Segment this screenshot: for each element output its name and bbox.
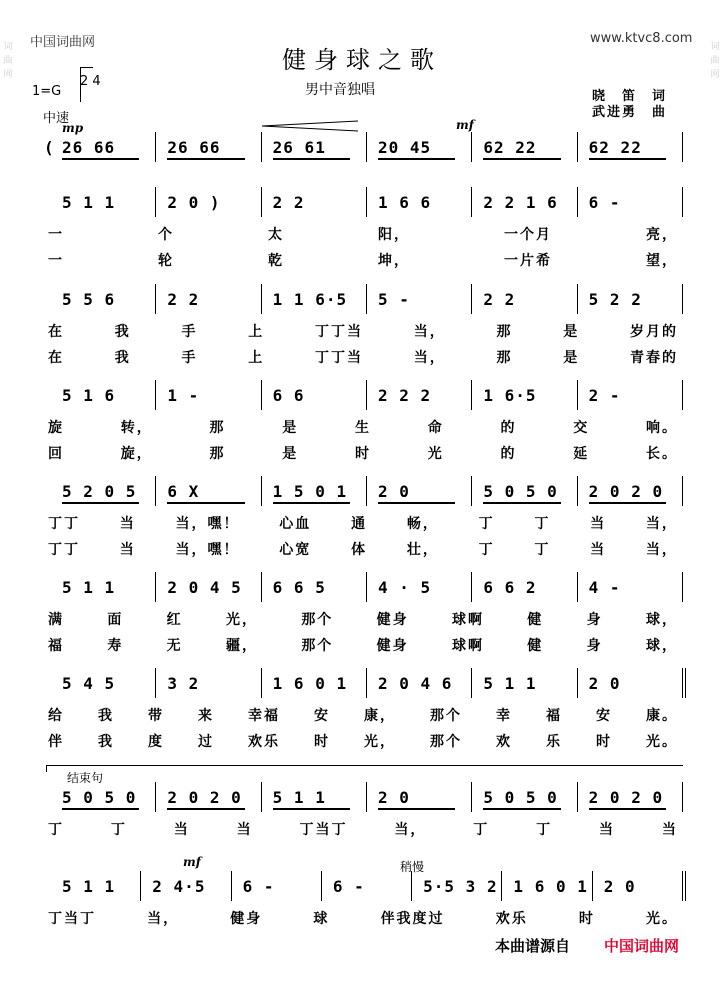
bar-line-end: [682, 871, 686, 901]
lyric-word: 手: [181, 350, 198, 366]
lyric-word: 康。: [646, 708, 678, 724]
measure-notes: 2 2: [272, 193, 305, 212]
beam: [62, 808, 139, 810]
bar-line: [366, 187, 367, 217]
dynamic-mf-intro: mf: [456, 118, 474, 132]
bar-line: [366, 782, 367, 812]
lyric-word: 给: [48, 708, 64, 724]
lyric-word: 当: [599, 822, 615, 838]
lyric-word: 上: [248, 350, 265, 366]
beam: [589, 502, 666, 504]
lyric-word: 一片希: [504, 253, 552, 269]
beam: [483, 502, 560, 504]
measure-notes: 5 1 1: [62, 193, 116, 212]
lyric-word: 那: [496, 324, 513, 340]
measure-notes: 1 6 0 1: [513, 877, 588, 896]
bar-line: [366, 476, 367, 506]
bar-line: [155, 668, 156, 698]
measure-notes: 6 -: [588, 193, 621, 212]
beam: [589, 158, 666, 160]
bar-line: [261, 572, 262, 602]
lyric-word: 伴我度过: [380, 911, 445, 927]
lyric-word: 那: [209, 446, 226, 462]
bar-line-end: [682, 187, 683, 217]
lyric-word: 丁: [534, 542, 551, 558]
lyric-word: 丁: [478, 516, 495, 532]
measure-notes: 62 22: [588, 138, 642, 157]
source-site-link[interactable]: 中国词曲网: [604, 937, 680, 955]
measure-notes: 1 6 6: [378, 193, 432, 212]
bar-line: [577, 572, 578, 602]
measure-notes: 6 -: [332, 877, 365, 896]
lyric-word: 丁: [110, 822, 127, 838]
lyric-word: 丁丁当: [315, 324, 363, 340]
lyric-word: 太: [268, 227, 284, 243]
bar-line: [261, 476, 262, 506]
bar-line: [366, 380, 367, 410]
measure-notes: 5 2 0 5: [62, 482, 137, 501]
lyric-word: 是: [563, 350, 580, 366]
lyric-word: 长。: [646, 446, 678, 462]
bar-line: [261, 284, 262, 314]
lyric-word: 满: [48, 612, 64, 628]
lyric-word: 丁: [48, 822, 64, 838]
bar-line: [155, 187, 156, 217]
lyric-word: 球，: [645, 638, 678, 654]
measure-notes: 6 6 5: [272, 578, 326, 597]
lyric-word: 健身: [376, 612, 409, 628]
measure-notes: 2 -: [588, 386, 621, 405]
lyric-word: 丁丁: [48, 542, 80, 558]
lyric-word: 青春的: [630, 350, 678, 366]
lyric-word: 光，: [364, 734, 396, 750]
lyric-line: [48, 513, 678, 533]
composer-credit: 武进勇 曲: [592, 105, 668, 120]
lyric-word: 轮: [158, 253, 174, 269]
measure-notes: 5 1 1: [272, 788, 326, 807]
measure-notes: 2 2: [167, 290, 200, 309]
lyric-line: [48, 539, 678, 559]
lyric-word: 生: [355, 420, 371, 436]
lyric-word: 时: [596, 734, 612, 750]
lyric-line: [48, 417, 678, 437]
measure-notes: 1 6 0 1: [272, 674, 348, 693]
measure-notes: 1 5 0 1: [272, 482, 348, 501]
lyric-word: 响。: [646, 420, 678, 436]
lyric-word: 当: [590, 516, 607, 532]
lyric-word: 光。: [646, 734, 678, 750]
measure-notes: 5·5 3 2: [423, 877, 498, 896]
lyric-line: [48, 321, 678, 341]
measure-notes: 5 0 5 0: [62, 788, 137, 807]
lyric-line: [48, 731, 678, 751]
lyric-word: 上: [248, 324, 265, 340]
measure-notes: 1 -: [167, 386, 200, 405]
crescendo-hairpin: [262, 120, 362, 132]
measure-notes: 62 22: [483, 138, 537, 157]
beam: [378, 502, 455, 504]
bar-line-end: [682, 476, 683, 506]
lyric-line: [48, 347, 678, 367]
tempo-marking: 中速: [43, 111, 70, 126]
lyric-line: [48, 250, 678, 270]
bar-line: [366, 132, 367, 162]
song-title: 健身球之歌: [282, 46, 442, 74]
measure-notes: 2 2 1 6: [483, 193, 558, 212]
lyric-word: 当，: [147, 911, 180, 927]
lyric-word: 当: [173, 822, 190, 838]
lyric-word: 球啊: [451, 612, 484, 628]
lyric-word: 丁: [473, 822, 490, 838]
bar-line: [471, 187, 472, 217]
bar-line: [501, 871, 502, 901]
lyric-line: [48, 224, 678, 244]
lyric-word: 亮，: [646, 227, 678, 243]
lyric-word: 度: [148, 734, 164, 750]
bar-line: [471, 572, 472, 602]
lyric-word: 回: [48, 446, 64, 462]
lyric-word: 当，嘿！: [175, 542, 240, 558]
ending-label: 结束句: [67, 771, 104, 785]
lyric-line: [48, 635, 678, 655]
slower-label: 稍慢: [400, 860, 425, 874]
lyric-word: 体: [351, 542, 368, 558]
measure-notes: 5 1 1: [483, 674, 537, 693]
bar-line: [366, 284, 367, 314]
measure-notes: 6 6 2: [483, 578, 537, 597]
bar-line: [577, 476, 578, 506]
measure-notes: 5 5 6: [62, 290, 116, 309]
bar-line-end: [682, 668, 686, 698]
lyric-word: 当，: [394, 822, 427, 838]
lyric-word: 那个: [430, 708, 462, 724]
measure-notes: 4 -: [588, 578, 621, 597]
site-url[interactable]: www.ktvc8.com: [590, 31, 693, 46]
lyric-word: 在: [48, 324, 64, 340]
bar-line: [155, 284, 156, 314]
beam: [167, 502, 244, 504]
beam: [378, 158, 455, 160]
measure-notes: 5 0 5 0: [483, 788, 558, 807]
lyric-word: 时: [355, 446, 371, 462]
lyric-word: 幸福: [248, 708, 280, 724]
bar-line: [261, 132, 262, 162]
beam: [273, 158, 350, 160]
lyric-word: 时: [314, 734, 330, 750]
bar-line: [471, 132, 472, 162]
dynamic-mf-ending: mf: [183, 855, 201, 869]
measure-notes: 5 1 1: [62, 877, 116, 896]
bar-line: [261, 668, 262, 698]
bar-line: [155, 476, 156, 506]
lyric-word: 健身: [230, 911, 263, 927]
bar-line: [231, 871, 232, 901]
bar-line: [471, 668, 472, 698]
lyric-word: 岁月的: [630, 324, 678, 340]
lyric-word: 当，嘿！: [175, 516, 240, 532]
lyric-word: 当，: [645, 542, 678, 558]
measure-notes: 6 6: [272, 386, 305, 405]
measure-notes: 2 0 2 0: [167, 788, 242, 807]
watermark-right: 词曲网: [710, 42, 720, 80]
lyric-word: 当: [119, 516, 136, 532]
lyric-line: [48, 908, 678, 928]
beam: [167, 808, 244, 810]
bar-line: [261, 187, 262, 217]
lyric-word: 欢: [496, 734, 512, 750]
lyric-line: [48, 609, 678, 629]
bar-line: [366, 668, 367, 698]
bar-line-end: [682, 782, 683, 812]
lyric-word: 是: [282, 446, 299, 462]
lyric-word: 的: [500, 420, 517, 436]
lyric-word: 健: [527, 612, 544, 628]
bar-line: [577, 782, 578, 812]
measure-notes: 4 · 5: [378, 578, 432, 597]
lyric-word: 欢乐: [248, 734, 280, 750]
lyric-word: 通: [351, 516, 368, 532]
measure-notes: 2 0: [603, 877, 636, 896]
beam: [62, 502, 139, 504]
lyric-word: 那: [209, 420, 226, 436]
time-top: 2: [80, 74, 89, 89]
lyric-word: 当: [119, 542, 136, 558]
lyric-word: 福: [546, 708, 562, 724]
lyric-word: 那: [496, 350, 513, 366]
lyric-word: 的: [500, 446, 517, 462]
lyric-word: 球: [313, 911, 330, 927]
lyric-word: 我: [98, 734, 114, 750]
lyric-word: 心宽: [279, 542, 312, 558]
lyric-word: 在: [48, 350, 64, 366]
bar-line: [140, 871, 141, 901]
measure-notes: 5 1 1: [62, 578, 116, 597]
bar-line: [155, 380, 156, 410]
measure-notes: 2 0 ): [167, 193, 221, 212]
lyric-word: 当: [236, 822, 253, 838]
source-label: 本曲谱源自: [495, 937, 571, 955]
bar-line: [577, 380, 578, 410]
lyric-word: 命: [427, 420, 444, 436]
lyric-word: 那个: [301, 638, 334, 654]
lyric-line: [48, 443, 678, 463]
dynamic-mp: mp: [62, 121, 84, 135]
lyric-word: 面: [107, 612, 124, 628]
key-signature: 1=G: [32, 84, 62, 99]
measure-notes: 5 -: [378, 290, 410, 309]
measure-notes: 2 0: [378, 788, 410, 807]
lyric-word: 交: [573, 420, 590, 436]
lyric-word: 畅，: [406, 516, 439, 532]
bar-line-end: [682, 380, 683, 410]
lyric-word: 寿: [107, 638, 124, 654]
lyric-word: 安: [596, 708, 612, 724]
beam: [483, 158, 560, 160]
lyric-word: 健身: [376, 638, 409, 654]
lyric-word: 一: [48, 253, 64, 269]
lyric-word: 丁丁当: [315, 350, 363, 366]
lyric-word: 是: [282, 420, 299, 436]
lyric-word: 当: [590, 542, 607, 558]
beam: [167, 158, 244, 160]
lyric-word: 那个: [301, 612, 334, 628]
measure-notes: 2 0 4 5: [167, 578, 242, 597]
lyric-word: 无: [166, 638, 183, 654]
lyric-word: 带: [148, 708, 164, 724]
bar-line-end: [682, 284, 683, 314]
site-name-left[interactable]: 中国词曲网: [30, 35, 96, 50]
beam: [62, 158, 139, 160]
time-bottom: 4: [92, 74, 101, 89]
lyric-word: 望，: [646, 253, 678, 269]
bar-line: [366, 572, 367, 602]
lyric-word: 福: [48, 638, 64, 654]
measure-notes: 26 66: [62, 138, 116, 157]
measure-notes: 1 1 6·5: [272, 290, 348, 309]
measure-notes: 2 0 4 6: [378, 674, 453, 693]
lyric-word: 心血: [279, 516, 312, 532]
bar-line-end: [682, 132, 683, 162]
bar-line-end: [682, 572, 683, 602]
lyric-word: 身: [586, 638, 603, 654]
bar-line: [592, 871, 593, 901]
measure-notes: 26 66: [167, 138, 221, 157]
lyric-word: 伴: [48, 734, 64, 750]
lyric-word: 球啊: [451, 638, 484, 654]
bar-line: [577, 132, 578, 162]
lyric-word: 旋，: [120, 446, 153, 462]
lyric-word: 欢乐: [495, 911, 528, 927]
bar-line: [577, 187, 578, 217]
lyric-word: 旋: [48, 420, 64, 436]
lyric-word: 我: [98, 708, 114, 724]
lyric-word: 当，: [645, 516, 678, 532]
lyric-word: 来: [198, 708, 214, 724]
lyric-word: 光，: [225, 612, 258, 628]
bar-line: [321, 871, 322, 901]
measure-notes: 2 0: [588, 674, 621, 693]
bar-line: [471, 380, 472, 410]
lyric-word: 壮，: [406, 542, 439, 558]
lyric-word: 时: [578, 911, 595, 927]
lyric-word: 丁当丁: [299, 822, 348, 838]
bar-line: [471, 284, 472, 314]
lyric-word: 乐: [546, 734, 562, 750]
lyric-word: 个: [158, 227, 174, 243]
bar-line: [577, 284, 578, 314]
lyric-word: 阳，: [378, 227, 410, 243]
bar-line: [155, 782, 156, 812]
lyric-word: 丁: [536, 822, 553, 838]
lyric-word: 我: [114, 324, 131, 340]
measure-notes: 2 4·5: [152, 877, 206, 896]
lyric-word: 延: [573, 446, 590, 462]
lyric-word: 当，: [413, 350, 446, 366]
lyric-word: 幸: [496, 708, 512, 724]
lyric-word: 我: [114, 350, 131, 366]
song-subtitle: 男中音独唱: [305, 82, 375, 98]
lyricist-credit: 晓 笛 词: [592, 89, 668, 104]
lyric-word: 过: [198, 734, 214, 750]
measure-notes: 6 -: [242, 877, 275, 896]
bar-line: [411, 871, 412, 901]
measure-notes: 2 0: [378, 482, 410, 501]
lyric-word: 丁丁: [48, 516, 80, 532]
lyric-word: 疆，: [225, 638, 258, 654]
measure-notes: 6 X: [167, 482, 200, 501]
measure-notes: 26 61: [272, 138, 326, 157]
measure-notes: 2 2 2: [378, 386, 432, 405]
lyric-word: 乾: [268, 253, 284, 269]
beam: [483, 808, 560, 810]
bar-line: [261, 380, 262, 410]
measure-notes: 3 2: [167, 674, 200, 693]
measure-notes: 5 1 6: [62, 386, 116, 405]
measure-notes: 5 4 5: [62, 674, 116, 693]
bar-line: [577, 668, 578, 698]
lyric-line: [48, 705, 678, 725]
lyric-word: 转，: [120, 420, 153, 436]
measure-notes: 2 2: [483, 290, 516, 309]
lyric-word: 坤，: [378, 253, 410, 269]
lyric-word: 当，: [413, 324, 446, 340]
measure-notes: 1 6·5: [483, 386, 537, 405]
lyric-line: [48, 819, 678, 839]
time-signature: [80, 74, 101, 89]
lyric-word: 一: [48, 227, 64, 243]
measure-notes: 2 0 2 0: [588, 482, 664, 501]
lyric-word: 丁: [534, 516, 551, 532]
beam: [589, 808, 666, 810]
lyric-word: 安: [314, 708, 330, 724]
lyric-word: 光。: [645, 911, 678, 927]
lyric-word: 康，: [364, 708, 396, 724]
lyric-word: 手: [181, 324, 198, 340]
lyric-word: 身: [586, 612, 603, 628]
lyric-word: 健: [527, 638, 544, 654]
lyric-word: 丁当丁: [48, 911, 96, 927]
lyric-word: 丁: [478, 542, 495, 558]
lyric-word: 是: [563, 324, 580, 340]
intro-paren: (: [44, 138, 55, 157]
measure-notes: 20 45: [378, 138, 432, 157]
bar-line: [155, 572, 156, 602]
lyric-word: 球，: [645, 612, 678, 628]
bar-line: [261, 782, 262, 812]
bar-line: [155, 132, 156, 162]
bar-line: [471, 476, 472, 506]
lyric-word: 那个: [430, 734, 462, 750]
measure-notes: 2 0 2 0: [588, 788, 664, 807]
beam: [273, 502, 350, 504]
lyric-word: 光: [427, 446, 444, 462]
beam: [378, 808, 455, 810]
ending-bracket: [46, 765, 683, 772]
measure-notes: 5 2 2: [588, 290, 642, 309]
lyric-word: 一个月: [504, 227, 552, 243]
watermark-left: 词曲网: [3, 42, 13, 80]
beam: [273, 808, 350, 810]
lyric-word: 当: [661, 822, 678, 838]
measure-notes: 5 0 5 0: [483, 482, 558, 501]
bar-line: [471, 782, 472, 812]
lyric-word: 红: [166, 612, 183, 628]
